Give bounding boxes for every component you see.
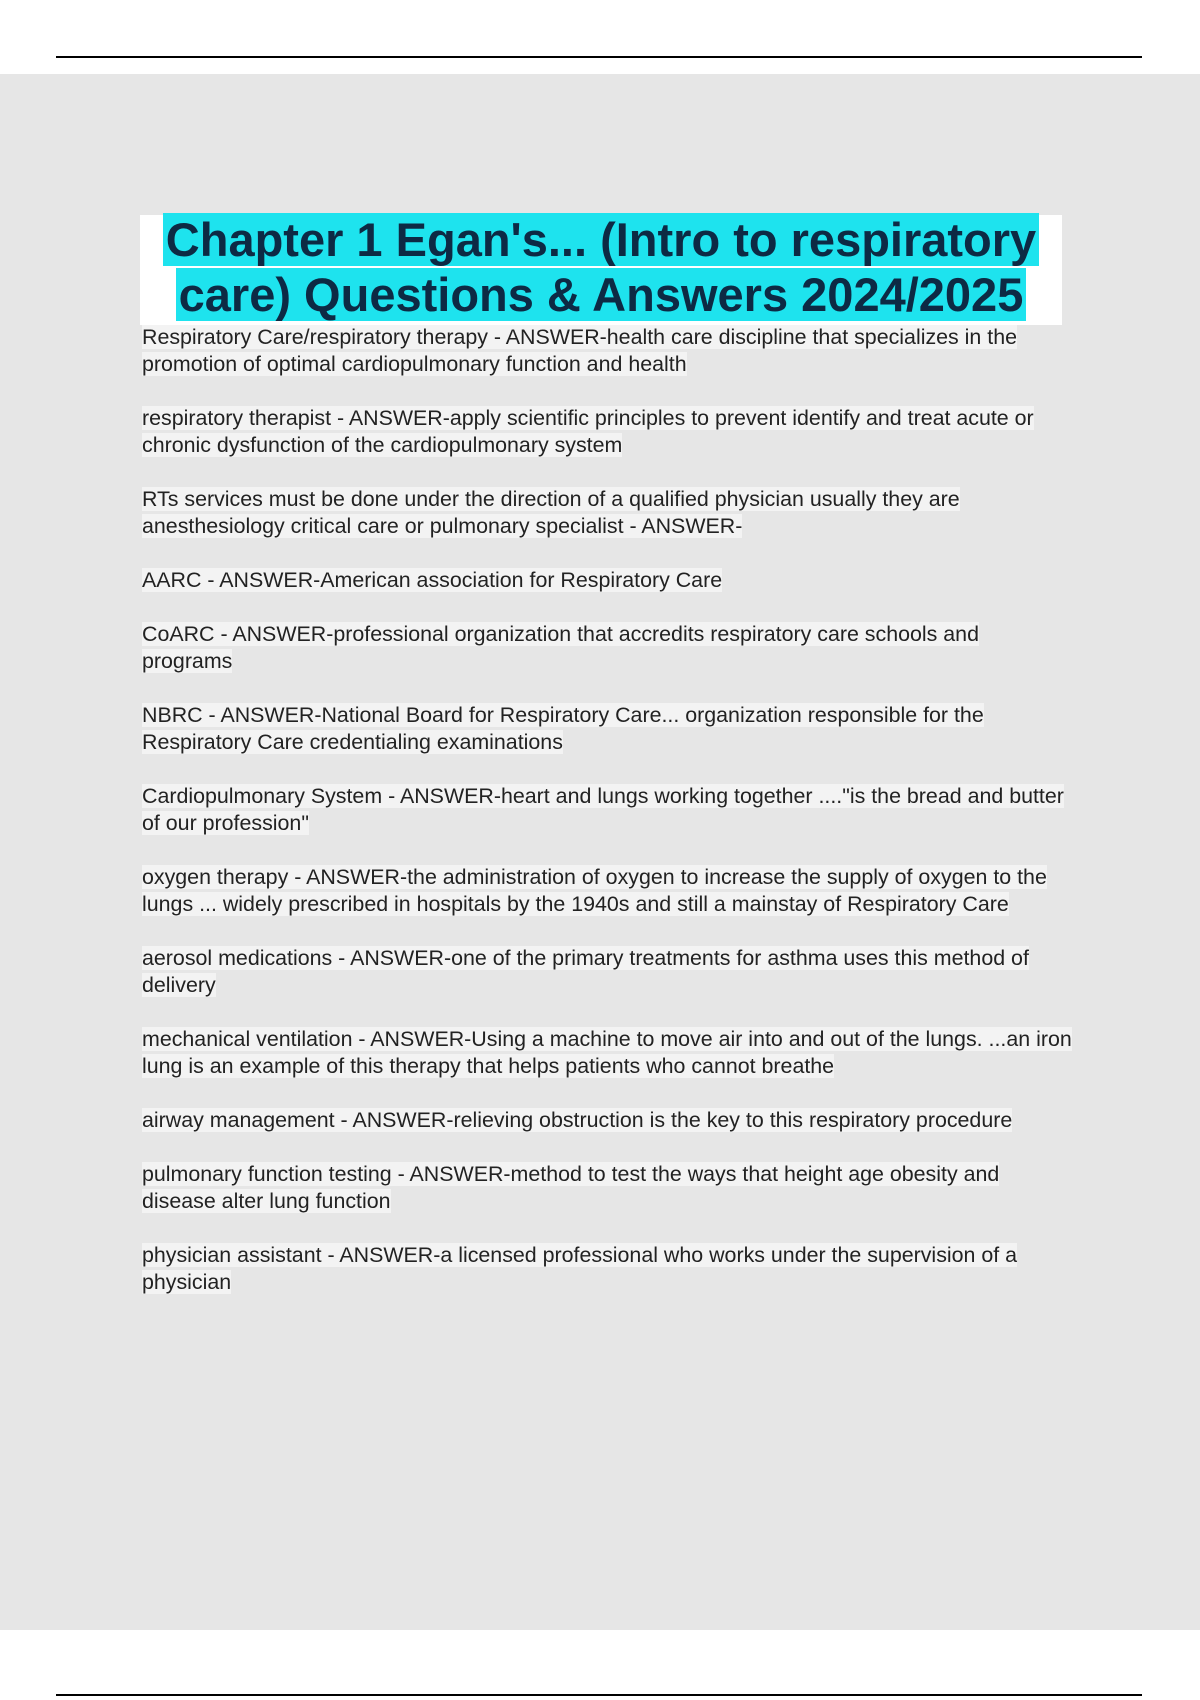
- qa-entry: [142, 864, 1072, 918]
- qa-entry: [142, 1107, 1072, 1134]
- qa-entry-text: NBRC - ANSWER-National Board for Respiratory Care... organization responsible for the Respiratory Care credentialing examinations: [142, 703, 984, 754]
- qa-entry: [142, 1161, 1072, 1215]
- qa-entry-text: airway management - ANSWER-relieving obstruction is the key to this respiratory procedure: [142, 1108, 1013, 1132]
- qa-entry-text: Cardiopulmonary System - ANSWER-heart and lungs working together ...."is the bread and butter of our profession": [142, 784, 1064, 835]
- qa-entry-text: AARC - ANSWER-American association for Respiratory Care: [142, 568, 723, 592]
- qa-entry: [142, 702, 1072, 756]
- bottom-divider: [56, 1694, 1142, 1696]
- qa-entry: [142, 945, 1072, 999]
- qa-entry: [142, 621, 1072, 675]
- qa-entry-text: CoARC - ANSWER-professional organization that accredits respiratory care schools and programs: [142, 622, 979, 673]
- qa-entry-text: aerosol medications - ANSWER-one of the primary treatments for asthma uses this method of delivery: [142, 946, 1029, 997]
- top-divider: [56, 56, 1142, 58]
- qa-entry-text: mechanical ventilation - ANSWER-Using a machine to move air into and out of the lungs. ...an iron lung is an example of this therapy that helps patients who cannot breathe: [142, 1027, 1072, 1078]
- qa-entry-text: Respiratory Care/respiratory therapy - ANSWER-health care discipline that specializes in the promotion of optimal cardiopulmonary function and health: [142, 325, 1018, 376]
- qa-entry: [142, 1242, 1072, 1296]
- qa-entry-text: oxygen therapy - ANSWER-the administration of oxygen to increase the supply of oxygen to the lungs ... widely prescribed in hospitals by the 1940s and still a mainstay of Respiratory Care: [142, 865, 1047, 916]
- qa-list: [142, 324, 1072, 1323]
- qa-entry-text: physician assistant - ANSWER-a licensed professional who works under the supervision of a physician: [142, 1243, 1018, 1294]
- document-title: [140, 212, 1062, 322]
- qa-entry: [142, 324, 1072, 378]
- qa-entry: [142, 567, 1072, 594]
- title-line-1: Chapter 1 Egan's... (Intro to respiratory: [163, 213, 1039, 266]
- qa-entry: [142, 783, 1072, 837]
- qa-entry: [142, 405, 1072, 459]
- qa-entry: [142, 1026, 1072, 1080]
- qa-entry-text: pulmonary function testing - ANSWER-method to test the ways that height age obesity and disease alter lung function: [142, 1162, 1000, 1213]
- title-line-2: care) Questions & Answers 2024/2025: [176, 268, 1027, 321]
- qa-entry-text: RTs services must be done under the direction of a qualified physician usually they are anesthesiology critical care or pulmonary specialist - ANSWER-: [142, 487, 960, 538]
- qa-entry: [142, 486, 1072, 540]
- qa-entry-text: respiratory therapist - ANSWER-apply scientific principles to prevent identify and treat acute or chronic dysfunction of the cardiopulmonary system: [142, 406, 1034, 457]
